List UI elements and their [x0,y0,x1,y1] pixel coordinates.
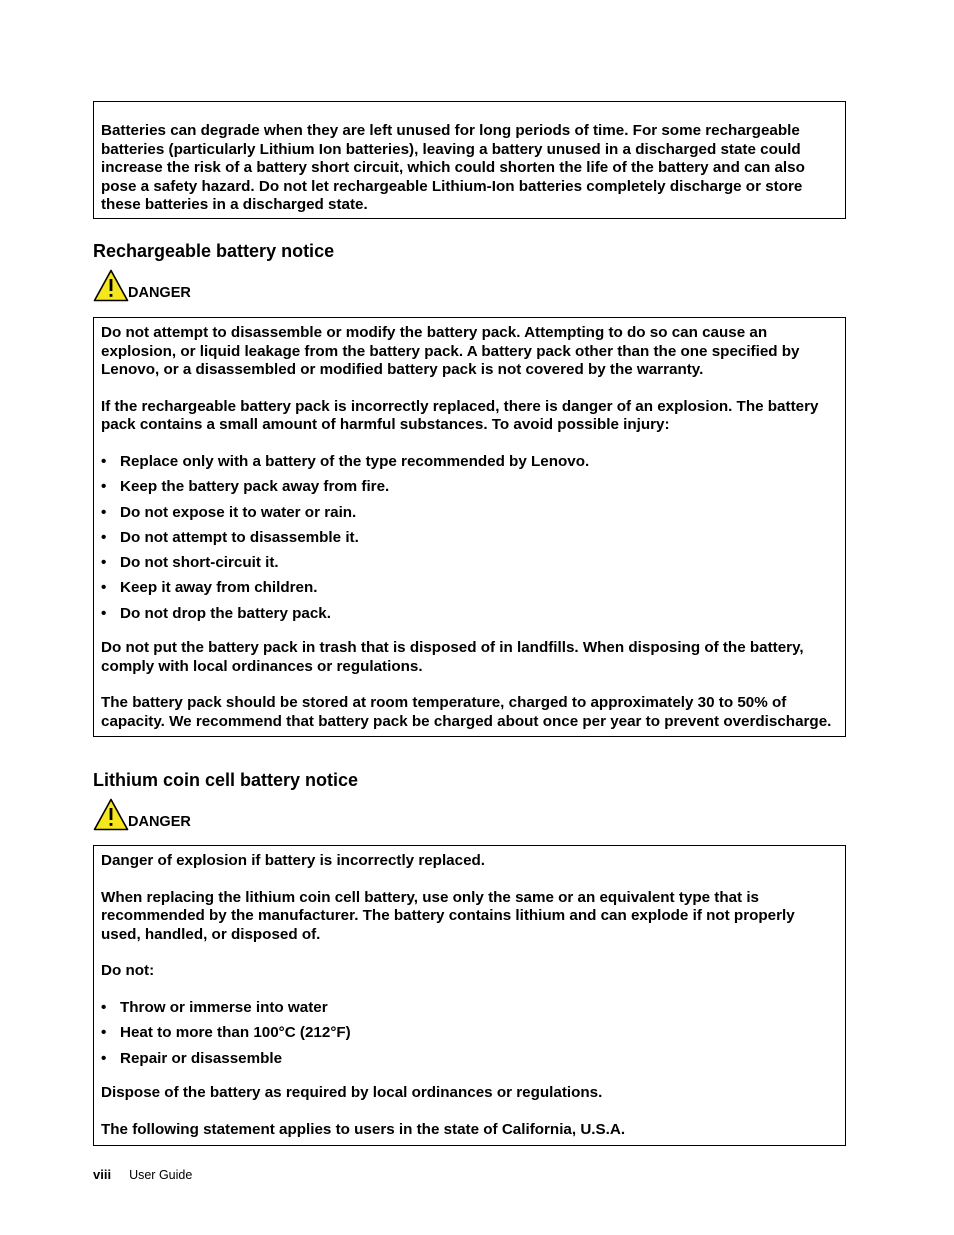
rechargeable-para-3: Do not put the battery pack in trash that is disposed of in landfills. When disposing of the battery, comply with local ordinances or regulations. [101,639,804,675]
list-item: • Do not drop the battery pack. [101,605,838,624]
list-item: • Keep the battery pack away from fire. [101,478,838,497]
rechargeable-para-1: Do not attempt to disassemble or modify the battery pack. Attempting to do so can cause an explosion, or liquid leakage from the battery pack. A battery pack other than the one specified by Lenovo, or a disassembled or modified battery pack is not covered by the warranty. [101,324,800,379]
rechargeable-para-4: The battery pack should be stored at room temperature, charged to approximately 30 to 50% of capacity. We recommend that battery pack be charged about once per year to prevent overdischarge. [101,694,832,731]
rechargeable-danger-label [93,268,191,302]
page-number: viii [93,1167,112,1182]
coin-cell-para-2: When replacing the lithium coin cell battery, use only the same or an equivalent type that is recommended by the manufacturer. The battery contains lithium and can explode if not properly used, handled, or disposed of. [101,888,795,943]
list-item: • Throw or immerse into water [101,999,838,1018]
danger-text: DANGER [128,814,191,830]
battery-degrade-notice-box [93,101,846,219]
warning-triangle-icon [93,269,129,302]
rechargeable-para-2: If the rechargeable battery pack is incorrectly replaced, there is danger of an explosion. The battery pack contains a small amount of harmful substances. To avoid possible injury: [101,397,819,434]
list-item: • Replace only with a battery of the type recommended by Lenovo. [101,453,838,472]
coin-cell-danger-label [93,797,191,831]
list-item: • Keep it away from children. [101,579,838,598]
coin-cell-para-5: The following statement applies to users in the state of California, U.S.A. [101,1120,626,1138]
list-item: • Do not attempt to disassemble it. [101,529,838,548]
coin-cell-para-3: Do not: [101,962,155,980]
coin-cell-heading: Lithium coin cell battery notice [93,770,359,790]
doc-title: User Guide [129,1168,193,1182]
page-footer [93,1167,192,1182]
rechargeable-battery-heading: Rechargeable battery notice [93,241,335,261]
coin-cell-para-1: Danger of explosion if battery is incorrectly replaced. [101,852,486,869]
warning-triangle-icon [93,798,129,831]
danger-text: DANGER [128,285,191,301]
coin-cell-para-4: Dispose of the battery as required by local ordinances or regulations. [101,1084,603,1102]
battery-degrade-text: Batteries can degrade when they are left unused for long periods of time. For some rechargeable batteries (particularly Lithium Ion batteries), leaving a battery unused in a discharged state could increase the risk of a battery short circuit, which could shorten the life of the battery and can also pose a safety hazard. Do not let rechargeable Lithium-Ion batteries completely discharge or store these batteries in a discharged state. [101,122,805,214]
list-item: • Heat to more than 100°C (212°F) [101,1024,838,1043]
rechargeable-bullet-list [101,453,838,623]
list-item: • Do not expose it to water or rain. [101,504,838,523]
rechargeable-battery-box [93,317,846,737]
list-item: • Repair or disassemble [101,1050,838,1069]
list-item: • Do not short-circuit it. [101,554,838,573]
coin-cell-bullet-list [101,999,838,1068]
coin-cell-battery-box [93,845,846,1146]
